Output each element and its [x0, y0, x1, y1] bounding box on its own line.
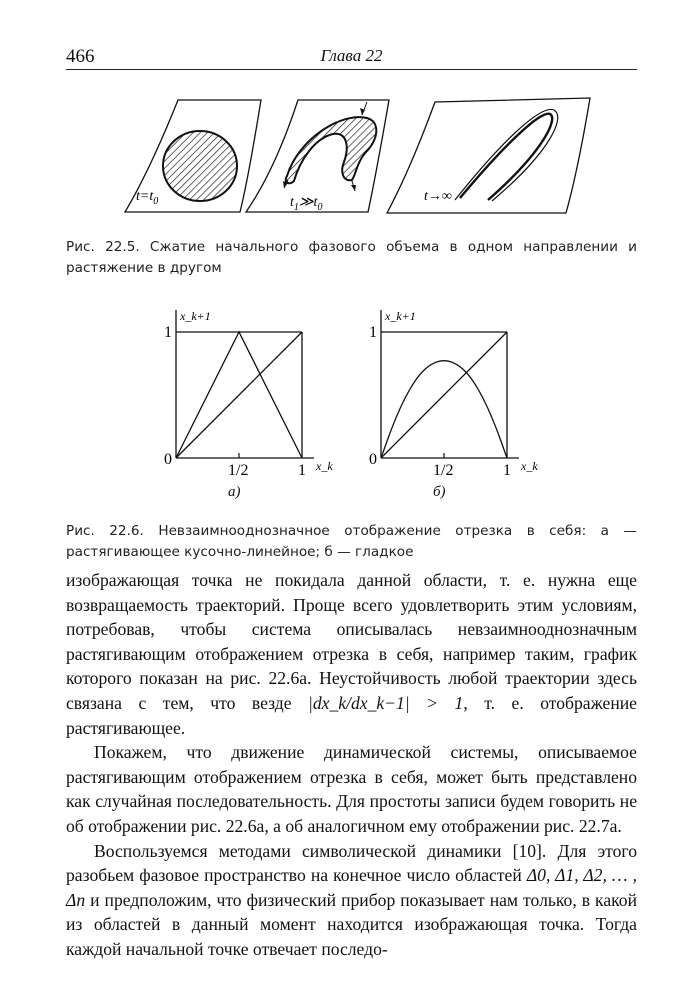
- running-title: Глава 22: [320, 46, 383, 65]
- x-tick-label-1: 1: [298, 462, 306, 479]
- phase-panel-1: [125, 100, 261, 212]
- paragraph-3: Воспользуемся методами символической динамики [10]. Для этого разобьем фазовое пространство на конечное число областей Δ0, Δ1, Δ2, … , Δn и предположим, что физический прибор показывает нам только, в какой из областей в данный момент находится изображающая точка. Тогда каждой начальной точке отвечает последо-: [66, 840, 637, 959]
- figure-22-6b-chart: [365, 300, 538, 479]
- x-tick-label-1: 1: [503, 462, 511, 479]
- stretched-phase-volume: [286, 117, 377, 183]
- y-tick-label-1: 1: [369, 324, 377, 341]
- caption-text: Сжатие начального фазового объема в одном направлении и растяжение в другом: [66, 239, 637, 276]
- figure-22-5-caption: [66, 237, 637, 279]
- x-tick-label-half: 1/2: [228, 462, 249, 479]
- panel-label-t1: $t_1≫t_0$: [290, 195, 323, 213]
- panel-label-t0: $t=t_0$: [136, 189, 159, 207]
- figure-22-6a-chart: [160, 300, 333, 479]
- figure-22-6a-sublabel: а): [228, 484, 241, 500]
- phase-panel-3: [387, 98, 590, 213]
- figure-22-6-caption: [66, 521, 637, 563]
- series-diagonal: [176, 332, 302, 458]
- y-axis-label: x_k+1: [180, 309, 211, 323]
- caption-label: Рис. 22.6.: [66, 523, 144, 539]
- phase-panel-2: [246, 100, 389, 213]
- filamented-phase-volume: [460, 114, 552, 200]
- paragraph-1: изображающая точка не покидала данной области, т. е. нужна еще возвращаемость траекторий. Проще всего удовлетворить этим условиям, потребовав, чтобы система описывалась невзаимнооднозначным растягивающим отображением отрезка в себя, например таким, график которого показан на рис. 22.6а. Неустойчивость любой траектории здесь связана с тем, что везде |dx_k/dx_k−1| > 1, т. е. отображение растягивающее.: [66, 570, 637, 738]
- math-inline: |dx_k/dx_k−1| > 1: [308, 692, 464, 713]
- figure-22-6b-sublabel: б): [433, 484, 446, 500]
- origin-label: 0: [369, 451, 377, 468]
- x-axis-label: x_k: [521, 459, 538, 473]
- series-diagonal: [381, 332, 507, 458]
- paragraph-2: Покажем, что движение динамической системы, описываемое растягивающим отображением отрезка в себя, может быть представлено как случайная последовательность. Для простоты записи будем говорить не об отображении рис. 22.6а, а об аналогичном ему отображении рис. 22.7а.: [66, 742, 637, 836]
- caption-text: Невзаимнооднозначное отображение отрезка в себя: а — растягивающее кусочно-линейное; б — гладкое: [66, 523, 637, 560]
- x-axis-label: x_k: [316, 459, 333, 473]
- initial-phase-volume: [163, 131, 237, 201]
- body-text: [66, 568, 637, 962]
- math-inline: Δ0, Δ1, Δ2, … , Δn: [66, 865, 637, 910]
- panel-label-tinf: t→∞: [424, 189, 452, 204]
- page-number: 466: [66, 46, 95, 67]
- y-tick-label-1: 1: [164, 324, 172, 341]
- y-axis-label: x_k+1: [385, 309, 416, 323]
- series-smooth-map: [381, 361, 507, 458]
- caption-label: Рис. 22.5.: [66, 239, 140, 255]
- origin-label: 0: [164, 451, 172, 468]
- x-tick-label-half: 1/2: [433, 462, 454, 479]
